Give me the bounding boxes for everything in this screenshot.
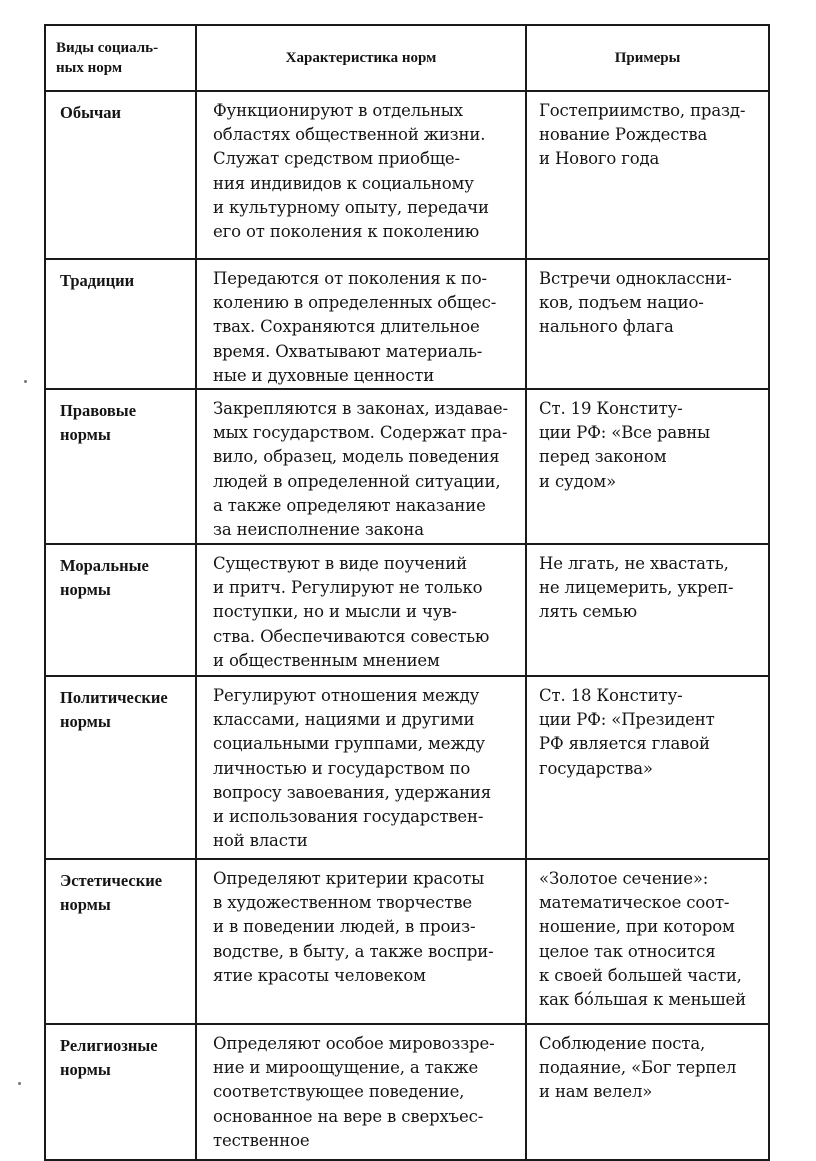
header-characteristic-text: Характеристика норм — [285, 50, 437, 66]
table-row — [45, 259, 769, 389]
scan-speck — [24, 380, 27, 383]
norm-examples: Гостеприимство, празд- нование Рождества и Нового года — [539, 101, 746, 169]
examples-cell — [526, 859, 769, 1024]
norm-characteristic: Существуют в виде поучений и притч. Регулируют не только поступки, но и мысли и чув- ства. Обеспечиваются совестью и общественным мнением — [213, 554, 490, 670]
norm-kind: Религиозные нормы — [60, 1036, 158, 1080]
examples-cell — [526, 259, 769, 389]
characteristic-cell — [196, 676, 526, 859]
characteristic-cell — [196, 859, 526, 1024]
norm-characteristic: Функционируют в отдельных областях общественной жизни. Служат средством приобще- ния индивидов к социальному и культурному опыту, передачи его от поколения к поколению — [213, 101, 489, 242]
examples-cell — [526, 676, 769, 859]
scan-speck — [18, 1082, 21, 1085]
characteristic-cell — [196, 1024, 526, 1160]
social-norms-table — [44, 24, 770, 1161]
table-row — [45, 859, 769, 1024]
table-row — [45, 676, 769, 859]
kind-cell — [45, 259, 196, 389]
header-examples — [526, 25, 769, 91]
norm-characteristic: Регулируют отношения между классами, нациями и другими социальными группами, между личностью и государством по вопросу завоевания, удержания и использования государствен- ной власти — [213, 686, 492, 851]
norm-examples: Ст. 19 Конститу- ции РФ: «Все равны перед законом и судом» — [539, 399, 711, 491]
header-characteristic — [196, 25, 526, 91]
norm-kind: Эстетические нормы — [60, 871, 163, 915]
kind-cell — [45, 1024, 196, 1160]
norm-examples: «Золотое сечение»: математическое соот- ношение, при котором целое так относится к своей большей части, как бóльшая к меньшей — [539, 869, 746, 1010]
header-kind-text: Виды социаль- ных норм — [56, 40, 159, 76]
table-row — [45, 544, 769, 676]
examples-cell — [526, 389, 769, 544]
header-row — [45, 25, 769, 91]
norm-examples: Соблюдение поста, подаяние, «Бог терпел и нам велел» — [539, 1034, 737, 1102]
table-row — [45, 91, 769, 259]
norm-kind: Политические нормы — [60, 688, 168, 732]
norm-characteristic: Закрепляются в законах, издавае- мых государством. Содержат пра- вило, образец, модель поведения людей в определенной ситуации, а также определяют наказание за неисполнение закона — [213, 399, 508, 540]
norm-kind: Обычаи — [60, 103, 122, 122]
examples-cell — [526, 91, 769, 259]
characteristic-cell — [196, 544, 526, 676]
header-kind — [45, 25, 196, 91]
norm-kind: Правовые нормы — [60, 401, 137, 445]
characteristic-cell — [196, 91, 526, 259]
examples-cell — [526, 544, 769, 676]
norm-characteristic: Передаются от поколения к по- колению в определенных общес- твах. Сохраняются длительное время. Охватывают материаль- ные и духовные ценности — [213, 269, 497, 385]
norm-examples: Встречи одноклассни- ков, подъем нацио- нального флага — [539, 269, 732, 337]
norm-kind: Традиции — [60, 271, 135, 290]
norm-kind: Моральные нормы — [60, 556, 149, 600]
header-examples-text: Примеры — [614, 50, 681, 66]
characteristic-cell — [196, 389, 526, 544]
norm-characteristic: Определяют критерии красоты в художественном творчестве и в поведении людей, в произ- водстве, в быту, а также воспри- ятие красоты человеком — [213, 869, 494, 985]
norm-examples: Ст. 18 Конститу- ции РФ: «Президент РФ является главой государства» — [539, 686, 715, 778]
kind-cell — [45, 91, 196, 259]
table-row — [45, 389, 769, 544]
norm-characteristic: Определяют особое мировоззре- ние и мироощущение, а также соответствующее поведение, основанное на вере в сверхъес- тественное — [213, 1034, 495, 1150]
examples-cell — [526, 1024, 769, 1160]
kind-cell — [45, 544, 196, 676]
kind-cell — [45, 676, 196, 859]
kind-cell — [45, 859, 196, 1024]
table-row — [45, 1024, 769, 1160]
kind-cell — [45, 389, 196, 544]
norm-examples: Не лгать, не хвастать, не лицемерить, укреп- лять семью — [539, 554, 734, 622]
characteristic-cell — [196, 259, 526, 389]
